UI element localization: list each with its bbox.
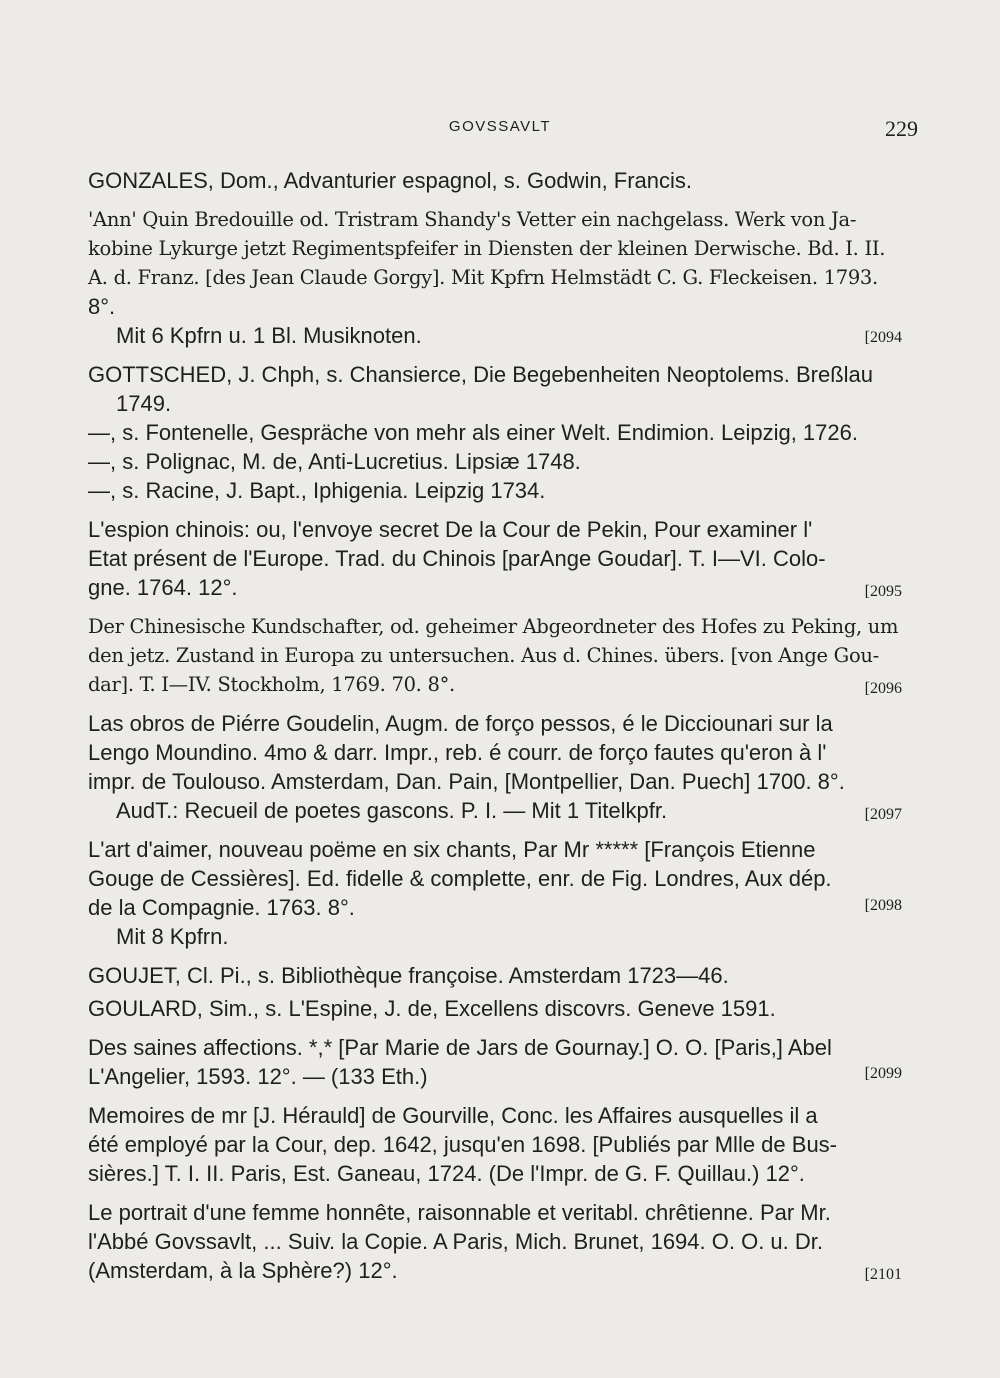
catalog-entries xyxy=(88,166,910,1295)
entry-line: dar]. T. I—IV. Stockholm, 1769. 70. 8°. xyxy=(88,673,455,696)
entry-note: Mit 6 Kpfrn u. 1 Bl. Musiknoten. xyxy=(116,323,422,348)
entry-2095 xyxy=(88,515,910,602)
entry-line: 8°. xyxy=(88,294,116,319)
running-head: GOVSSAVLT xyxy=(448,118,552,135)
entry-line: Le portrait d'une femme honnête, raisonnable et veritabl. chrêtienne. Par Mr. xyxy=(88,1200,831,1225)
entry-gonzales xyxy=(88,166,910,195)
entry-line: —, s. Racine, J. Bapt., Iphigenia. Leipzig 1734. xyxy=(88,478,546,503)
entry-number: [2101 xyxy=(864,1266,902,1283)
entry-line: kobine Lykurge jetzt Regimentspfeifer in Diensten der kleinen Derwische. Bd. I. II. xyxy=(88,237,886,260)
entry-line: GOTTSCHED, J. Chph, s. Chansierce, Die Begebenheiten Neoptolems. Breßlau xyxy=(88,362,874,387)
entry-line: L'espion chinois: ou, l'envoye secret De la Cour de Pekin, Pour examiner l' xyxy=(88,517,813,542)
entry-line: den jetz. Zustand in Europa zu untersuchen. Aus d. Chines. übers. [von Ange Gou- xyxy=(88,644,879,667)
entry-line: Gouge de Cessières]. Ed. fidelle & complette, enr. de Fig. Londres, Aux dép. xyxy=(88,866,832,891)
entry-2094 xyxy=(88,205,910,350)
page-header xyxy=(88,116,918,148)
entry-2096 xyxy=(88,612,910,699)
entry-line: Der Chinesische Kundschafter, od. geheimer Abgeordneter des Hofes zu Peking, um xyxy=(88,615,899,638)
entry-line: L'Angelier, 1593. 12°. — (133 Eth.) xyxy=(88,1064,428,1089)
entry-line: —, s. Polignac, M. de, Anti-Lucretius. Lipsiæ 1748. xyxy=(88,449,581,474)
entry-line: L'art d'aimer, nouveau poëme en six chants, Par Mr ***** [François Etienne xyxy=(88,837,816,862)
entry-number: [2095 xyxy=(864,583,902,600)
entry-note: Mit 8 Kpfrn. xyxy=(116,924,229,949)
entry-line: 1749. xyxy=(116,391,172,416)
entry-gottsched xyxy=(88,360,910,505)
entry-line: Etat présent de l'Europe. Trad. du Chinois [parAnge Goudar]. T. I—VI. Colo- xyxy=(88,546,826,571)
entry-line: gne. 1764. 12°. xyxy=(88,575,238,600)
entry-line: Las obros de Piérre Goudelin, Augm. de forço pessos, é le Dicciounari sur la xyxy=(88,711,833,736)
entry-line: Des saines affections. *,* [Par Marie de Jars de Gournay.] O. O. [Paris,] Abel xyxy=(88,1035,832,1060)
entry-line: sières.] T. I. II. Paris, Est. Ganeau, 1724. (De l'Impr. de G. F. Quillau.) 12°. xyxy=(88,1161,805,1186)
entry-line: été employé par la Cour, dep. 1642, jusqu'en 1698. [Publiés par Mlle de Bus- xyxy=(88,1132,837,1157)
page-number: 229 xyxy=(885,116,918,141)
entry-number: [2099 xyxy=(864,1065,902,1082)
entry-goulard xyxy=(88,994,910,1023)
entry-2097 xyxy=(88,709,910,825)
entry-line: GOUJET, Cl. Pi., s. Bibliothèque françoise. Amsterdam 1723—46. xyxy=(88,963,729,988)
entry-number: [2098 xyxy=(864,897,902,914)
entry-number: [2096 xyxy=(864,680,902,697)
entry-2098 xyxy=(88,835,910,951)
entry-line: GONZALES, Dom., Advanturier espagnol, s. Godwin, Francis. xyxy=(88,168,693,193)
entry-line: l'Abbé Govssavlt, ... Suiv. la Copie. A Paris, Mich. Brunet, 1694. O. O. u. Dr. xyxy=(88,1229,824,1254)
entry-line: AudT.: Recueil de poetes gascons. P. I. — Mit 1 Titelkpfr. xyxy=(116,798,668,823)
entry-line: A. d. Franz. [des Jean Claude Gorgy]. Mit Kpfrn Helmstädt C. G. Fleckeisen. 1793. xyxy=(88,266,878,289)
entry-line: 'Ann' Quin Bredouille od. Tristram Shandy's Vetter ein nachgelass. Werk von Ja- xyxy=(88,208,857,231)
entry-line: (Amsterdam, à la Sphère?) 12°. xyxy=(88,1258,398,1283)
entry-line: Memoires de mr [J. Hérauld] de Gourville, Conc. les Affaires ausquelles il a xyxy=(88,1103,818,1128)
entry-2099 xyxy=(88,1033,910,1091)
entry-number: [2094 xyxy=(864,329,902,346)
entry-line: impr. de Toulouso. Amsterdam, Dan. Pain, [Montpellier, Dan. Puech] 1700. 8°. xyxy=(88,769,845,794)
entry-line: Lengo Moundino. 4mo & darr. Impr., reb. é courr. de forço fautes qu'eron à l' xyxy=(88,740,827,765)
entry-goujet xyxy=(88,961,910,990)
entry-number: [2097 xyxy=(864,806,902,823)
entry-line: de la Compagnie. 1763. 8°. xyxy=(88,895,355,920)
entry-line: GOULARD, Sim., s. L'Espine, J. de, Excellens discovrs. Geneve 1591. xyxy=(88,996,776,1021)
entry-line: —, s. Fontenelle, Gespräche von mehr als einer Welt. Endimion. Leipzig, 1726. xyxy=(88,420,858,445)
entry-2100 xyxy=(88,1101,910,1188)
entry-2101 xyxy=(88,1198,910,1285)
